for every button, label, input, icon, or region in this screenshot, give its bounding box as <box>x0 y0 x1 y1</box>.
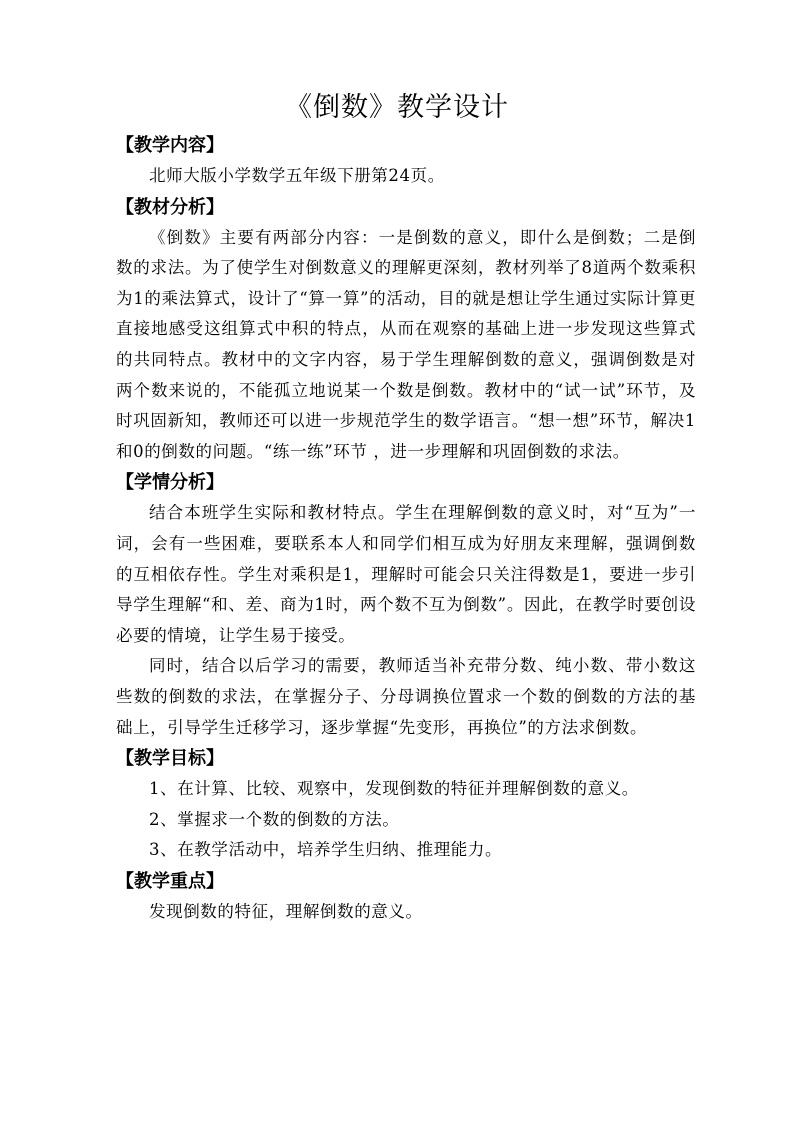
section-student-analysis <box>116 467 696 743</box>
section-textbook-analysis <box>116 192 696 468</box>
section-heading: 【教学内容】 <box>116 135 224 156</box>
section-key-points <box>116 866 696 928</box>
section-heading: 【教材分析】 <box>116 196 224 218</box>
section-paragraph: 《倒数》主要有两部分内容：一是倒数的意义，即什么是倒数；二是倒数的求法。为了使学生对倒数意义的理解更深刻，教材列举了8道两个数乘积为1的乘法算式，设计了“算一算”的活动，目的就是想让学生通过实际计算更直接地感受这组算式中积的特点，从而在观察的基础上进一步发现这些算式的共同特点。教材中的文字内容，易于学生理解倒数的意义，强调倒数是对两个数来说的，不能孤立地说某一个数是倒数。教材中的“试一试”环节，及时巩固新知，教师还可以进一步规范学生的数学语言。“想一想”环节，解决1和0的倒数的问题。“练一练”环节 ，进一步理解和巩固倒数的求法。 <box>116 227 696 461</box>
document-title: 《倒数》教学设计 <box>285 92 509 123</box>
section-paragraph: 结合本班学生实际和教材特点。学生在理解倒数的意义时，对“互为”一词，会有一些困难，要联系本人和同学们相互成为好朋友来理解，强调倒数的互相依存性。学生对乘积是1，理解时可能会只关注得数是1，要进一步引导学生理解“和、差、商为1时，两个数不互为倒数”。因此，在教学时要创设必要的情境，让学生易于接受。 <box>116 503 696 645</box>
section-heading: 【学情分析】 <box>116 472 224 494</box>
section-teaching-content <box>116 130 696 192</box>
objective-item: 3、在教学活动中，培养学生归纳、推理能力。 <box>149 840 503 860</box>
objective-item: 2、掌握求一个数的倒数的方法。 <box>149 809 400 829</box>
section-heading: 【教学目标】 <box>116 748 224 770</box>
objective-item: 1、在计算、比较、观察中，发现倒数的特征并理解倒数的意义。 <box>149 779 639 799</box>
document-body <box>116 130 696 927</box>
section-paragraph: 北师大版小学数学五年级下册第24页。 <box>149 166 445 185</box>
section-paragraph: 同时，结合以后学习的需要，教师适当补充带分数、纯小数、带小数这些数的倒数的求法，在掌握分子、分母调换位置求一个数的倒数的方法的基础上，引导学生迁移学习，逐步掌握“先变形，再换位”的方法求倒数。 <box>116 656 696 737</box>
section-teaching-objectives <box>116 743 696 866</box>
section-heading: 【教学重点】 <box>116 870 224 892</box>
section-paragraph: 发现倒数的特征，理解倒数的意义。 <box>149 901 423 921</box>
